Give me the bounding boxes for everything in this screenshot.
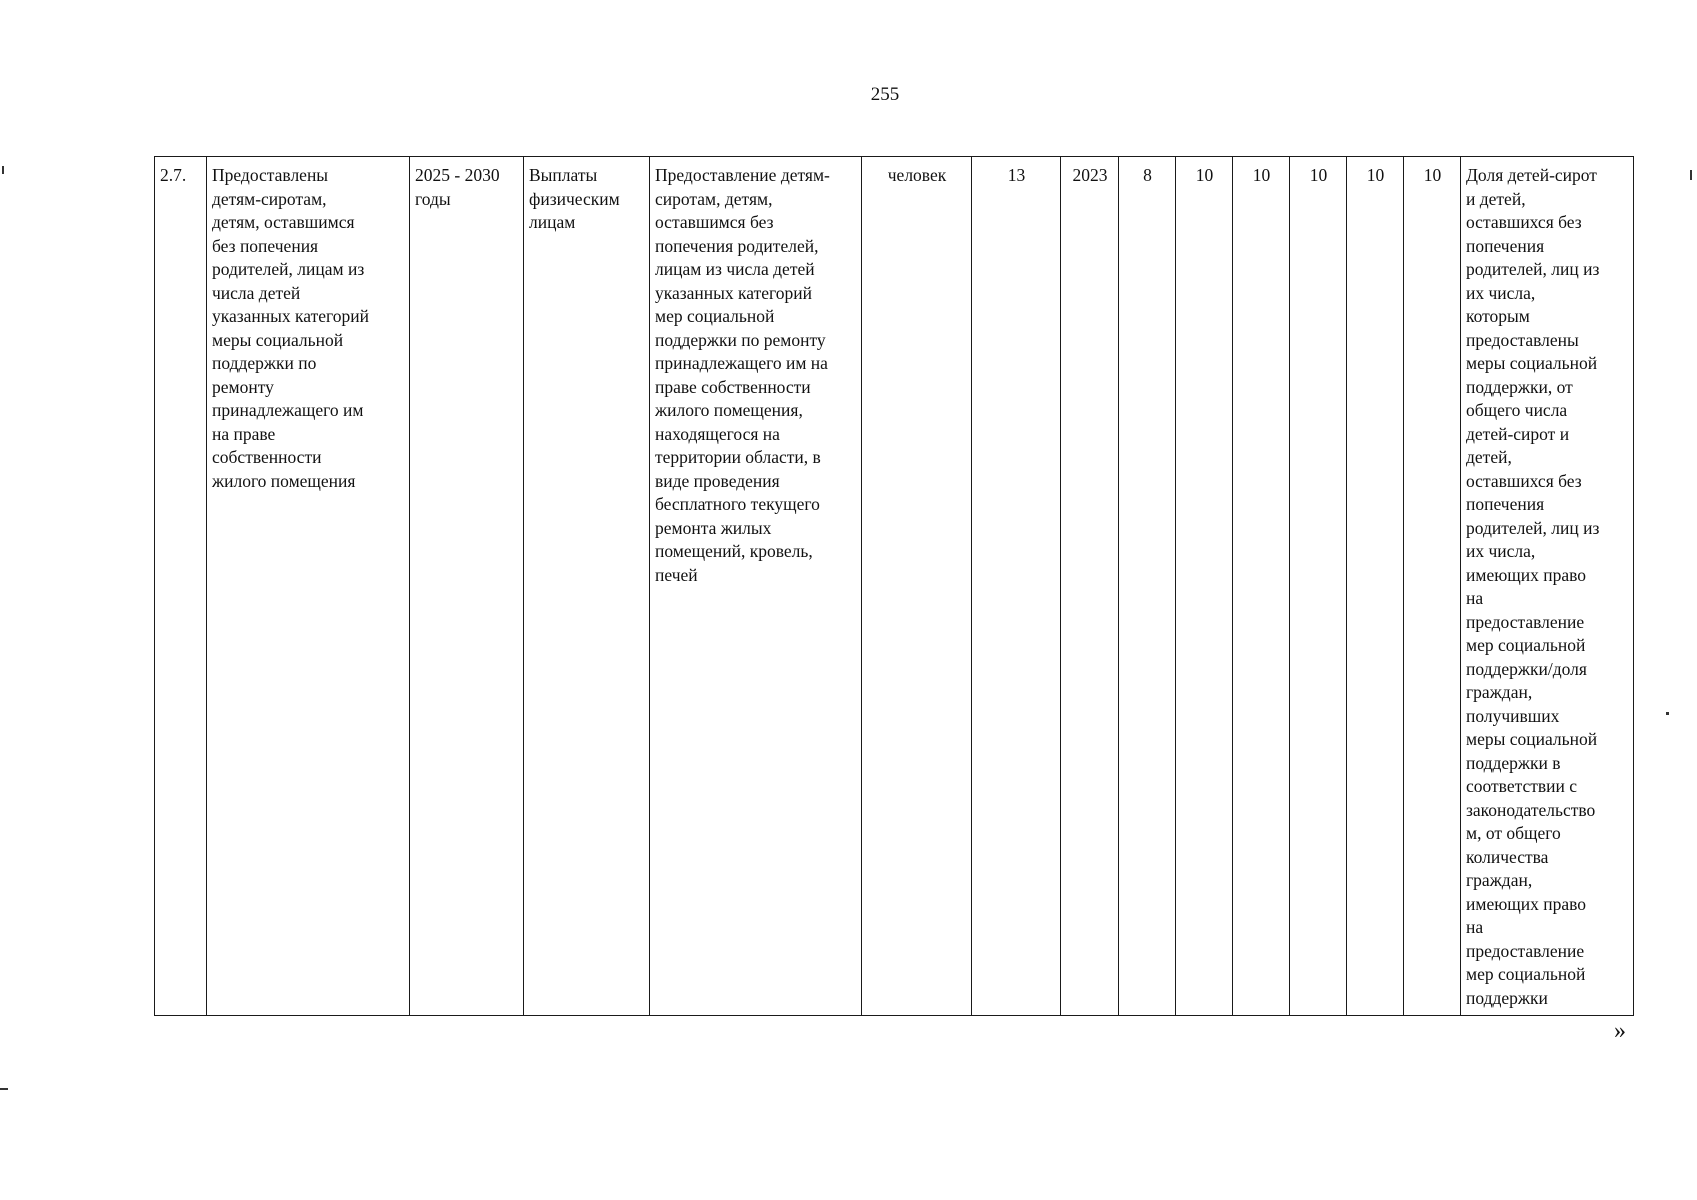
value-2030: 10 bbox=[1423, 165, 1442, 185]
page-number: 255 bbox=[870, 84, 900, 105]
base-value-cell bbox=[972, 157, 1061, 1016]
type-cell bbox=[524, 157, 650, 1016]
description-text: Предоставление детям- сиротам, детям, оставшимся без попечения родителей, лицам из числа детей указанных категорий мер социальной поддержки по ремонту принадлежащего им на праве собственности жилого помещения, находящегося на территории области, в виде проведения бесплатного текущего ремонта жилых помещений, кровель, печей bbox=[655, 165, 830, 585]
value-2029: 10 bbox=[1366, 165, 1385, 185]
value-cell-2029 bbox=[1347, 157, 1404, 1016]
indicator-cell bbox=[1461, 157, 1634, 1016]
measures-table bbox=[154, 156, 1634, 1016]
period-text: 2025 - 2030 годы bbox=[415, 165, 500, 209]
period-cell bbox=[410, 157, 524, 1016]
value-cell-2030 bbox=[1404, 157, 1461, 1016]
value-2026: 10 bbox=[1195, 165, 1214, 185]
result-text: Предоставлены детям-сиротам, детям, оставшимся без попечения родителей, лицам из числа детей указанных категорий меры социальной поддержки по ремонту принадлежащего им на праве собственности жилого помещения bbox=[212, 165, 369, 491]
value-cell-2028 bbox=[1290, 157, 1347, 1016]
closing-quote: » bbox=[1614, 1018, 1626, 1044]
base-year-cell bbox=[1061, 157, 1119, 1016]
value-cell-2027 bbox=[1233, 157, 1290, 1016]
scan-mark-right bbox=[1690, 170, 1692, 180]
scan-mark-left-top bbox=[2, 166, 4, 174]
scan-mark-left-bottom bbox=[0, 1088, 8, 1090]
value-2027: 10 bbox=[1252, 165, 1271, 185]
unit-cell bbox=[862, 157, 972, 1016]
value-2025: 8 bbox=[1143, 165, 1152, 185]
value-cell-2025 bbox=[1119, 157, 1176, 1016]
row-number-cell bbox=[155, 157, 207, 1016]
unit-text: человек bbox=[887, 165, 947, 185]
scan-mark-right-dot bbox=[1666, 712, 1669, 715]
row-number: 2.7. bbox=[160, 165, 187, 185]
table-row bbox=[155, 157, 1634, 1016]
base-value: 13 bbox=[1007, 165, 1026, 185]
value-cell-2026 bbox=[1176, 157, 1233, 1016]
description-cell bbox=[650, 157, 862, 1016]
type-text: Выплаты физическим лицам bbox=[529, 165, 620, 232]
base-year: 2023 bbox=[1072, 165, 1108, 185]
value-2028: 10 bbox=[1309, 165, 1328, 185]
result-cell bbox=[207, 157, 410, 1016]
indicator-text: Доля детей-сирот и детей, оставшихся без попечения родителей, лиц из их числа, которым предоставлены меры социальной поддержки, от общего числа детей-сирот и детей, оставшихся без попечения родителей, лиц из их числа, имеющих право на предоставление мер социальной поддержки/доля граждан, получивших меры социальной поддержки в соответствии с законодательство м, от общего количества граждан, имеющих право на предоставление мер социальной поддержки bbox=[1466, 165, 1600, 1008]
